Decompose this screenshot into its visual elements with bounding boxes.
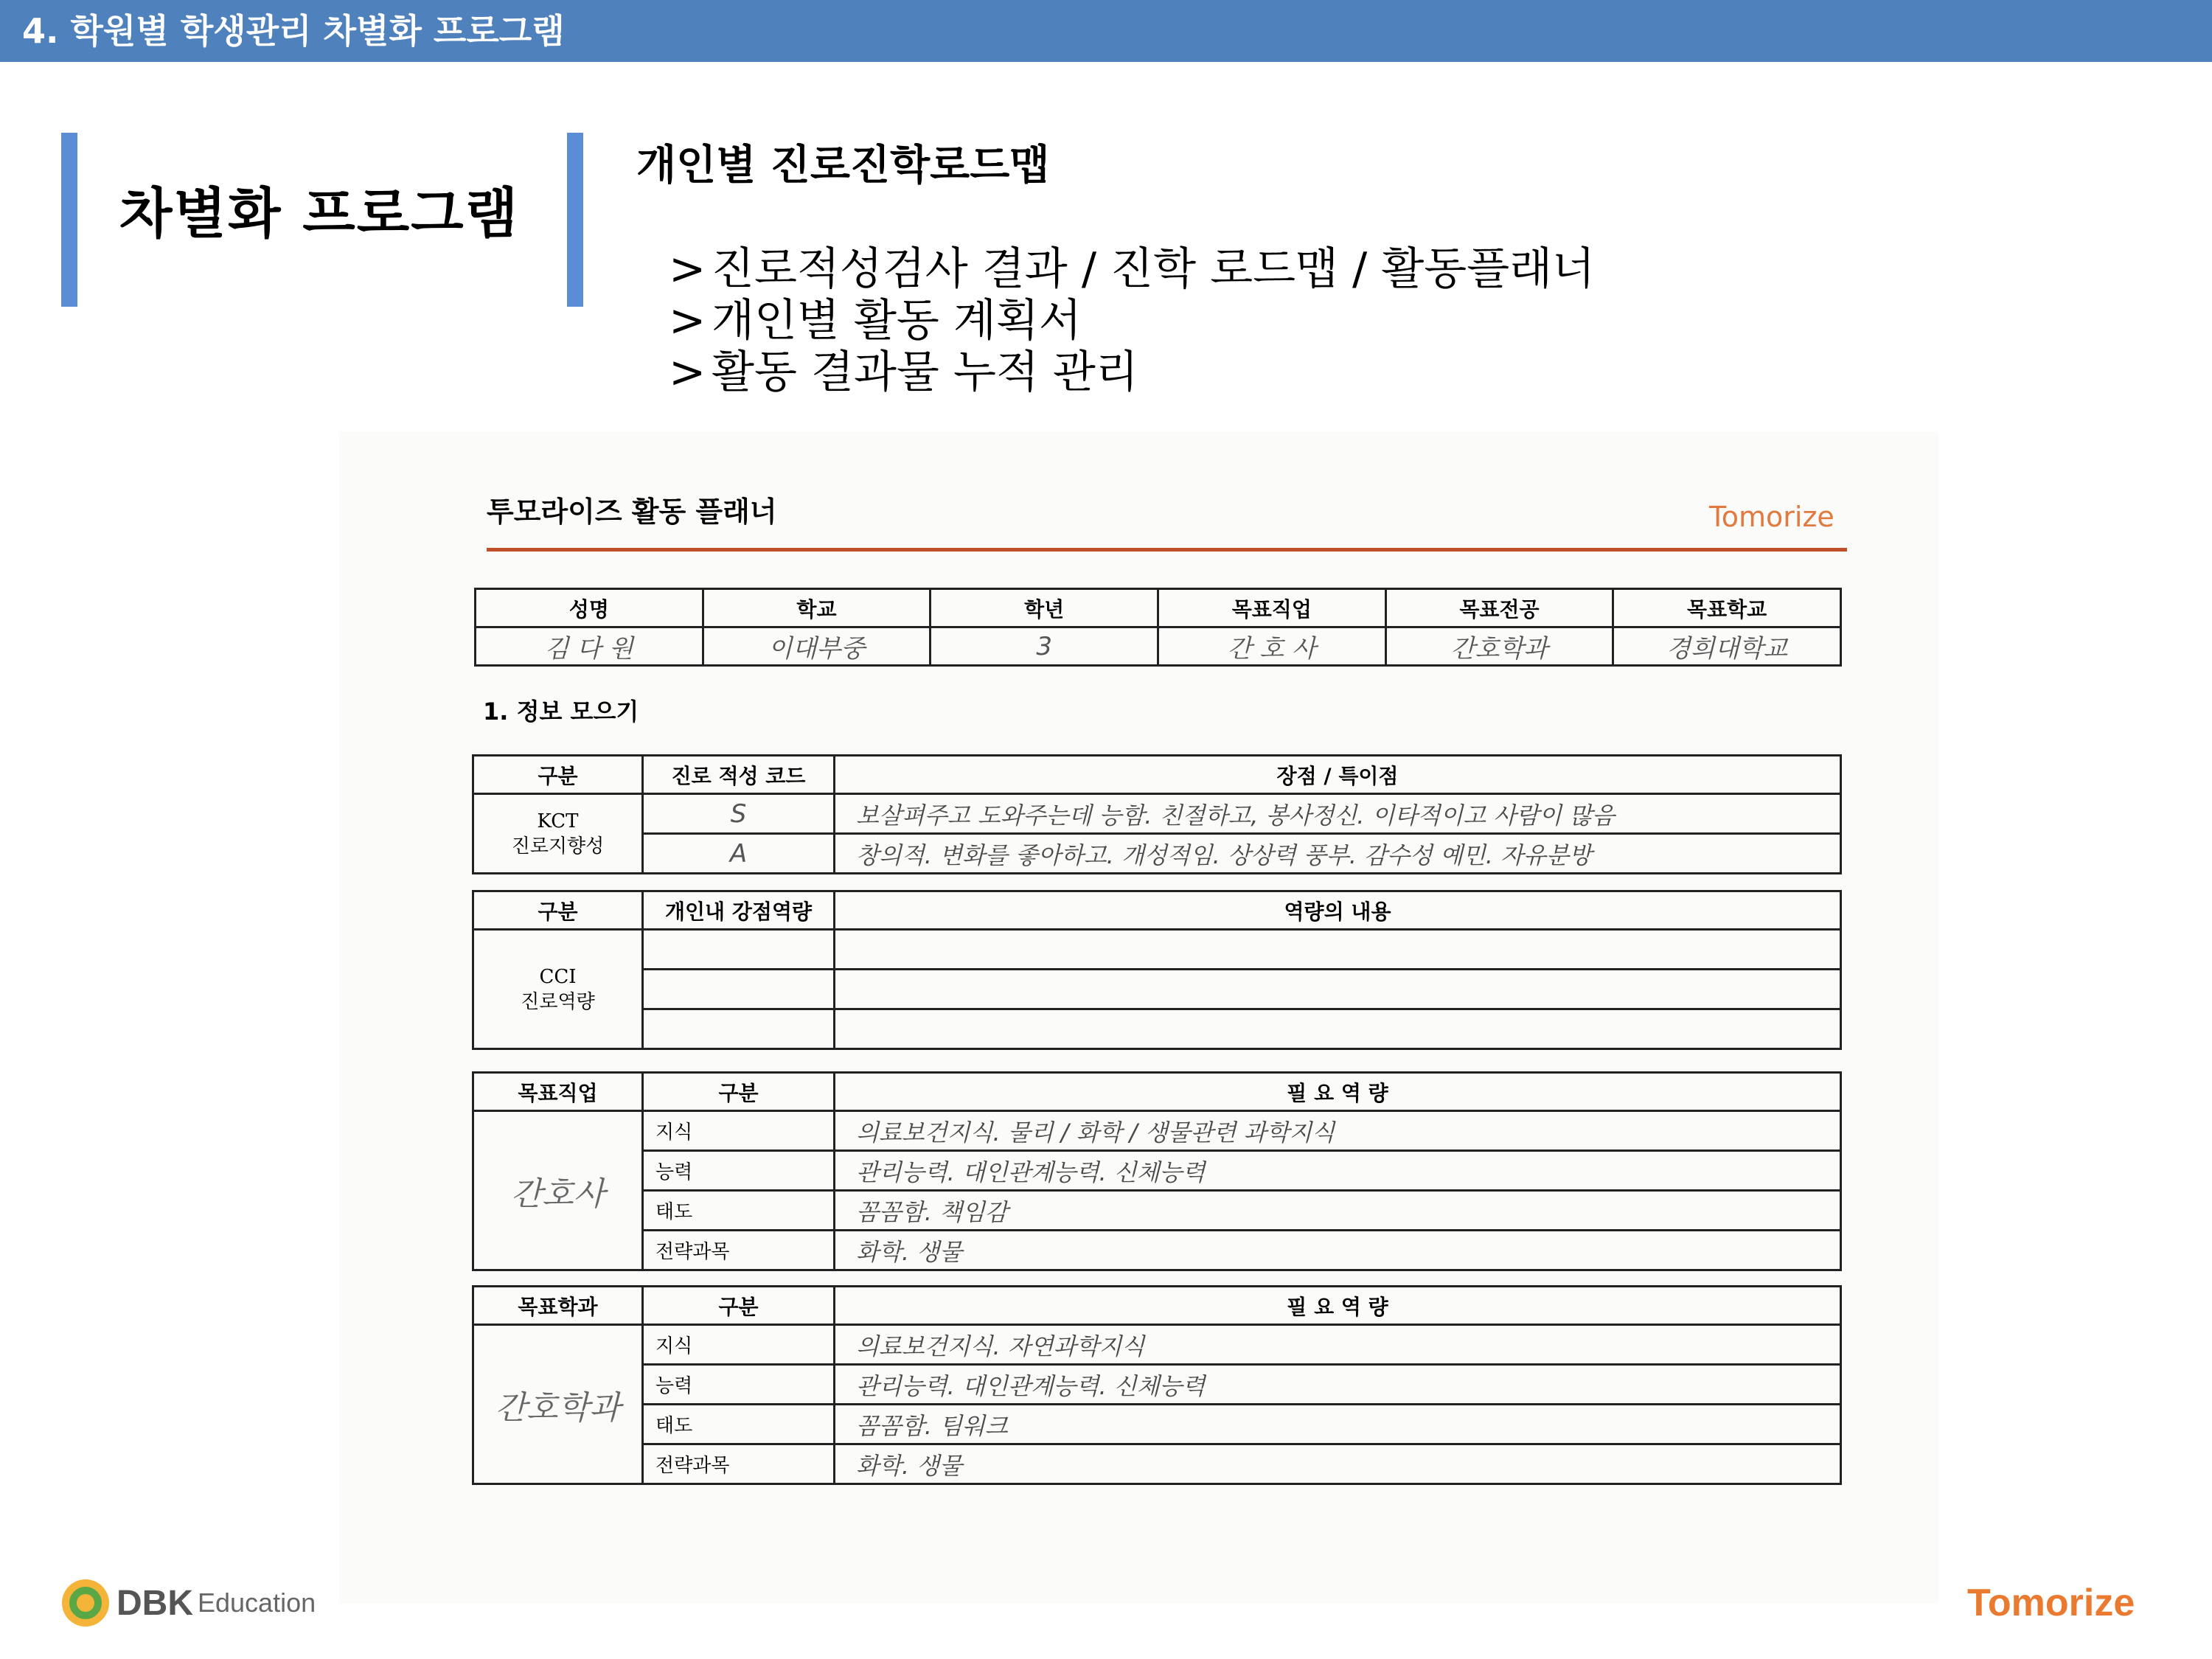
kct-label: KCT 진로지향성 (473, 794, 643, 874)
header-title: 4. 학원별 학생관리 차별화 프로그램 (22, 11, 565, 51)
accent-bar-left (61, 133, 77, 307)
planner-brand: Tomorize (1709, 501, 1834, 533)
job-type: 전략과목 (643, 1231, 835, 1270)
major-note: 꼼꼼함. 팀워크 (835, 1405, 1841, 1444)
job-type: 능력 (643, 1151, 835, 1191)
job-note: 꼼꼼함. 책임감 (835, 1191, 1841, 1231)
profile-value: 간 호 사 (1158, 627, 1385, 666)
cci-header: 개인내 강점역량 (643, 891, 835, 930)
activity-planner-scan (339, 431, 1939, 1604)
cci-header: 역량의 내용 (835, 891, 1841, 930)
job-note: 관리능력. 대인관계능력. 신체능력 (835, 1151, 1841, 1191)
major-value: 간호학과 (473, 1325, 643, 1484)
profile-header: 목표직업 (1158, 589, 1385, 627)
logo-education-text: Education (198, 1587, 316, 1618)
planner-rule (487, 548, 1847, 552)
profile-header: 학년 (931, 589, 1158, 627)
target-job-table (472, 1071, 1842, 1271)
job-note: 화학. 생물 (835, 1231, 1841, 1270)
profile-header: 목표학교 (1613, 589, 1841, 627)
section-info-title: 1. 정보 모으기 (483, 698, 639, 726)
cci-content (835, 1009, 1841, 1049)
major-note: 화학. 생물 (835, 1444, 1841, 1484)
cci-content (835, 970, 1841, 1009)
section-title: 차별화 프로그램 (119, 182, 520, 246)
job-value: 간호사 (473, 1111, 643, 1270)
kct-header: 구분 (473, 756, 643, 794)
kct-note: 창의적. 변화를 좋아하고. 개성적임. 상상력 풍부. 감수성 예민. 자유분방 (835, 834, 1841, 874)
roadmap-bullets (669, 243, 1595, 398)
cci-strength (643, 930, 835, 970)
kct-header: 진로 적성 코드 (643, 756, 835, 794)
major-type: 태도 (643, 1405, 835, 1444)
roadmap-title: 개인별 진로진학로드맵 (636, 142, 1050, 189)
cci-content (835, 930, 1841, 970)
cci-table (472, 890, 1842, 1050)
major-type: 지식 (643, 1325, 835, 1365)
job-type: 지식 (643, 1111, 835, 1151)
tomorize-logo: Tomorize (1967, 1582, 2135, 1624)
job-header: 목표직업 (473, 1073, 643, 1111)
bullet-item: > 진로적성검사 결과 / 진학 로드맵 / 활동플래너 (669, 243, 1596, 295)
kct-header: 장점 / 특이점 (835, 756, 1841, 794)
job-header: 필 요 역 량 (835, 1073, 1841, 1111)
major-type: 능력 (643, 1365, 835, 1405)
target-major-table (472, 1285, 1842, 1485)
logo-dbk-text: DBK (116, 1583, 193, 1623)
major-header: 목표학과 (473, 1287, 643, 1325)
major-type: 전략과목 (643, 1444, 835, 1484)
profile-value: 간호학과 (1385, 627, 1613, 666)
major-note: 관리능력. 대인관계능력. 신체능력 (835, 1365, 1841, 1405)
planner-title: 투모라이즈 활동 플래너 (487, 495, 777, 528)
kct-table (472, 754, 1842, 874)
header-bar (0, 0, 2212, 62)
major-header: 구분 (643, 1287, 835, 1325)
job-header: 구분 (643, 1073, 835, 1111)
profile-table (474, 588, 1842, 667)
profile-value: 경희대학교 (1613, 627, 1841, 666)
major-note: 의료보건지식. 자연과학지식 (835, 1325, 1841, 1365)
profile-header: 학교 (703, 589, 931, 627)
job-type: 태도 (643, 1191, 835, 1231)
cci-strength (643, 970, 835, 1009)
job-note: 의료보건지식. 물리 / 화학 / 생물관련 과학지식 (835, 1111, 1841, 1151)
kct-code: A (643, 834, 835, 874)
dbk-education-logo (62, 1576, 316, 1630)
cci-strength (643, 1009, 835, 1049)
profile-header: 성명 (476, 589, 703, 627)
kct-note: 보살펴주고 도와주는데 능함. 친절하고, 봉사정신. 이타적이고 사람이 많음 (835, 794, 1841, 834)
kct-code: S (643, 794, 835, 834)
profile-value: 3 (931, 627, 1158, 666)
bullet-item: > 개인별 활동 계획서 (669, 295, 1082, 347)
profile-value: 이대부중 (703, 627, 931, 666)
dbk-logo-icon (62, 1579, 109, 1627)
major-header: 필 요 역 량 (835, 1287, 1841, 1325)
cci-header: 구분 (473, 891, 643, 930)
bullet-item: > 활동 결과물 누적 관리 (669, 347, 1138, 398)
profile-header: 목표전공 (1385, 589, 1613, 627)
profile-value: 김 다 원 (476, 627, 703, 666)
accent-bar-right (567, 133, 583, 307)
cci-label: CCI 진로역량 (473, 930, 643, 1049)
